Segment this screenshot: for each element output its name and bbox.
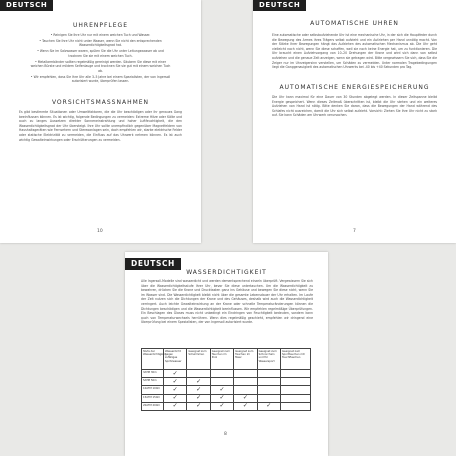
check-mark: [281, 386, 311, 394]
check-mark: ✓: [210, 402, 233, 410]
table-header: Geeignet zum Schnorcheln und für Wassersport: [257, 349, 280, 370]
energy-text: Die Uhr kann maximal für eine Dauer von 30 Stunden abgelegt werden. In dieser Zeitspanne bleibt Energie gespeichert. Wenn dieses Zeitmaß überschritten ist, bleibt die Uhr stehen und ein weiteres Aufziehen von Hand ist nötig. Bitte denken Sie daran, dass die Bewegungen der Hand während des Schlafes nicht ausreichen, damit die Uhr sich selbst aufzieht. Vorsicht: Ziehen Sie Ihre Uhr nicht zu stark auf. Sie kann Schäden am Uhrwerk verursachen.: [272, 95, 437, 118]
row-label: 20ATM 200m: [142, 402, 164, 410]
check-mark: [257, 394, 280, 402]
check-mark: ✓: [187, 394, 210, 402]
check-mark: [281, 394, 311, 402]
language-tag: DEUTSCH: [253, 0, 306, 11]
check-mark: ✓: [164, 378, 187, 386]
table-header: Geeignet zum Tauchen im Pool: [210, 349, 233, 370]
check-mark: [187, 370, 210, 378]
language-tag: DEUTSCH: [125, 258, 181, 270]
body-text: Eine automatische oder selbstaufziehende Uhr ist eine mechanische Uhr, in der sich die Hauptfeder durch die Bewegung des Armes ihres Trägers selbst aufzieht und ein Aufziehen per Hand unnötig macht. Von der Stärke Ihrer Bewegungen hängt das Aufziehen des automatischen Mechanismus ab. Die Uhr geht vielleicht noch nicht, wenn Sie diese schaffen, weil sie noch keine Energie hat, um zu funktionieren. Die Uhr braucht einen Aufziehvorgang von 10–20 Drehungen der Krone und wird sich dann von selbst aufziehen und die genaue Zeit anzeigen, wenn sie getragen wird. Bitte vergewissern Sie sich, dass Sie die Zeiger nur im Uhrzeigersinn verstellen, um Schäden zu vermeiden. Unter normalen Tragebedingungen liegt die Ganggenauigkeit des automatischen Uhrwerks bei -40 bis +40 Sekunden pro Tag.: [272, 33, 437, 70]
check-mark: ✓: [187, 402, 210, 410]
table-header: Geeignet zum Sporttauchen mit Tauchflaschen: [281, 349, 311, 370]
table-row: [142, 402, 311, 410]
row-label: 15ATM 150m: [142, 394, 164, 402]
section-title: UHRENPFLEGE: [73, 22, 128, 29]
table-header: Geeignet zum Schwimmen: [187, 349, 210, 370]
page-number: 10: [97, 229, 103, 234]
care-list: [30, 33, 171, 85]
body-text: Alle Ingersoll-Modelle sind wasserdicht und werden dementsprechend einzeln überprüft. Vergewissern Sie sich über die Wasserdichtigkeitsstufe Ihrer Uhr, bevor Sie diese untertauchen. Um die Wasserdichtigkeit zu bewahren, drücken Sie die Krone und Drucktasten ganz ins Gehäuse und bewegen Sie diese nicht, wenn Sie im Wasser sind. Die Wasserdichtigkeit bleibt nicht über die gesamte Lebensdauer der Uhr erhalten. Im Laufe der Zeit nutzen sich die Dichtungen der Krone und des Gehäuses, deshalb wird auch die Wasserdichtigkeit verringert. Auch leichte Gewalteinwirkung an der Krone oder schnelle Temperaturänderungen können die Dichtungen beschädigen und die Wasserdichtigkeit beeinflussen. Wir empfehlen regelmäßige Überprüfungen. Ein Beschlagen des Glases muss nicht unbedingt ein Eindringen von Feuchtigkeit bedeuten, sondern kann auch von Temperaturwechsels herrühren. Wenn dies regelmäßig geschieht, empfehlen wir dringend eine Überprüfung bei einem Spezialisten, der von Ingersoll autorisiert wurde.: [141, 279, 313, 325]
check-mark: ✓: [210, 386, 233, 394]
table-header: Stufe der Wasserdichtigkeit: [142, 349, 164, 370]
row-label: 3ATM 30m: [142, 370, 164, 378]
check-mark: ✓: [187, 386, 210, 394]
row-label: 10ATM 100m: [142, 386, 164, 394]
manual-page-automatische-uhren: [253, 0, 456, 243]
section-subtitle: VORSICHTSMASSNAHMEN: [51, 99, 150, 106]
page-number: 8: [224, 432, 227, 437]
manual-page-wasserdichtigkeit: [125, 252, 328, 456]
page-number: 7: [353, 229, 356, 234]
table-row: [142, 394, 311, 402]
check-mark: ✓: [164, 386, 187, 394]
check-mark: [281, 370, 311, 378]
check-mark: [257, 378, 280, 386]
check-mark: [257, 370, 280, 378]
check-mark: ✓: [164, 370, 187, 378]
care-list-item: • Reinigen Sie Ihre Uhr nur mit einem weichen Tuch und Wasser.: [50, 33, 151, 37]
check-mark: ✓: [164, 402, 187, 410]
check-mark: [281, 378, 311, 386]
table-header: Geeignet zum Tauchen im Meer: [234, 349, 257, 370]
manual-page-uhrenpflege: [0, 0, 201, 243]
check-mark: ✓: [234, 402, 257, 410]
section-subtitle: AUTOMATISCHE ENERGIESPEICHERUNG: [279, 84, 430, 91]
care-list-item: • Metallarmbänder sollten regelmäßig gereinigt werden. Säubern Sie diese mit einer weichen Bürste und mildem Seifenlauge und trocknen Sie sie gut mit einem weichen Tuch ab.: [30, 59, 171, 73]
water-resistance-table: [141, 348, 311, 411]
check-mark: ✓: [257, 402, 280, 410]
table-header-row: [142, 349, 311, 370]
table-row: [142, 370, 311, 378]
table-row: [142, 386, 311, 394]
check-mark: ✓: [234, 394, 257, 402]
care-list-item: • Wir empfehlen, dass Sie Ihre Uhr alle 3–5 Jahre bei einem Spezialisten, der von Ingersoll autorisiert wurde, überprüfen lassen.: [30, 74, 171, 84]
precautions-text: Es gibt bestimmte Situationen oder Umweltfaktoren, die die Uhr beschädigen oder ihr genaues Gang beeinflussen können. Es ist wichtig, folgende Bedingungen zu vermeiden: Extreme Hitze oder Kälte und auch zu langes Aussetzen direkter Sonneneinstrahlung und hoher Luftfeuchtigkeit, die den Wasserdichtigkeitsgrad der Uhr übersteigt. Ihre Uhr sollte unempfindlich gegenüber Magnetfeldern von Haushaltsgeräten wie Fernsehern und Stereoanlagen sein, doch empfehlen wir, starke elektrische Felder oder statische Elektrizität zu vermeiden, die Einfluss auf das Uhrwerk nehmen können. Es ist auch wichtig Gewalteinwirkungen oder Erschütterungen zu vermeiden.: [19, 110, 182, 142]
check-mark: ✓: [164, 394, 187, 402]
check-mark: [234, 370, 257, 378]
check-mark: [234, 378, 257, 386]
table-header: Wasserdicht gegen zufälliges Spritzwasser: [164, 349, 187, 370]
table-row: [142, 378, 311, 386]
language-tag: DEUTSCH: [0, 0, 53, 11]
check-mark: [210, 378, 233, 386]
check-mark: [234, 386, 257, 394]
check-mark: ✓: [187, 378, 210, 386]
care-list-item: • Tauchen Sie Ihre Uhr nicht unter Wasser, wenn Sie nicht den entsprechenden Wasserdichtigkeitsgrad hat.: [39, 38, 162, 48]
check-mark: ✓: [210, 394, 233, 402]
check-mark: [210, 370, 233, 378]
check-mark: [281, 402, 311, 410]
care-list-item: • Wenn Sie im Salzwasser waren, spülen Sie die Uhr unter Leitungswasser ab und trocknen Sie sie mit einem weichen Tuch.: [37, 49, 164, 58]
check-mark: [257, 386, 280, 394]
row-label: 5ATM 50m: [142, 378, 164, 386]
section-title: AUTOMATISCHE UHREN: [310, 20, 399, 27]
section-title: WASSERDICHTIGKEIT: [186, 269, 267, 276]
